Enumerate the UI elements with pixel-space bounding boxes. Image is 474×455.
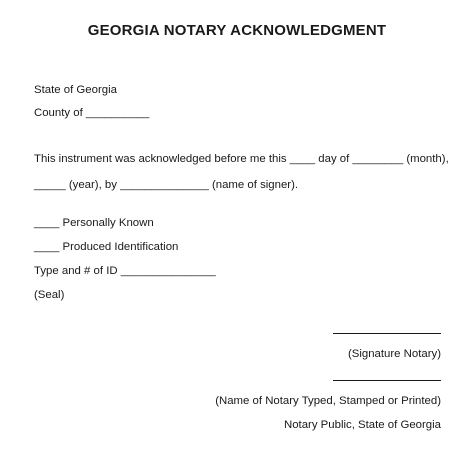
instrument-line-1: This instrument was acknowledged before me this ____ day of ________ (month), — [34, 153, 449, 165]
instrument-line-2: _____ (year), by ______________ (name of signer). — [34, 179, 299, 191]
produced-identification-option: ____ Produced Identification — [34, 241, 179, 253]
state-line: State of Georgia — [34, 84, 117, 96]
county-line: County of __________ — [34, 107, 150, 119]
notary-public-label: Notary Public, State of Georgia — [283, 419, 441, 431]
type-of-id-line: Type and # of ID _______________ — [34, 265, 216, 277]
personally-known-option: ____ Personally Known — [34, 217, 154, 229]
signature-notary-rule — [333, 333, 441, 334]
document-title: GEORGIA NOTARY ACKNOWLEDGMENT — [87, 22, 387, 39]
seal-label: (Seal) — [34, 289, 65, 301]
notary-name-label: (Name of Notary Typed, Stamped or Printed) — [215, 395, 441, 407]
notary-name-rule — [333, 380, 441, 381]
signature-notary-label: (Signature Notary) — [347, 348, 441, 360]
